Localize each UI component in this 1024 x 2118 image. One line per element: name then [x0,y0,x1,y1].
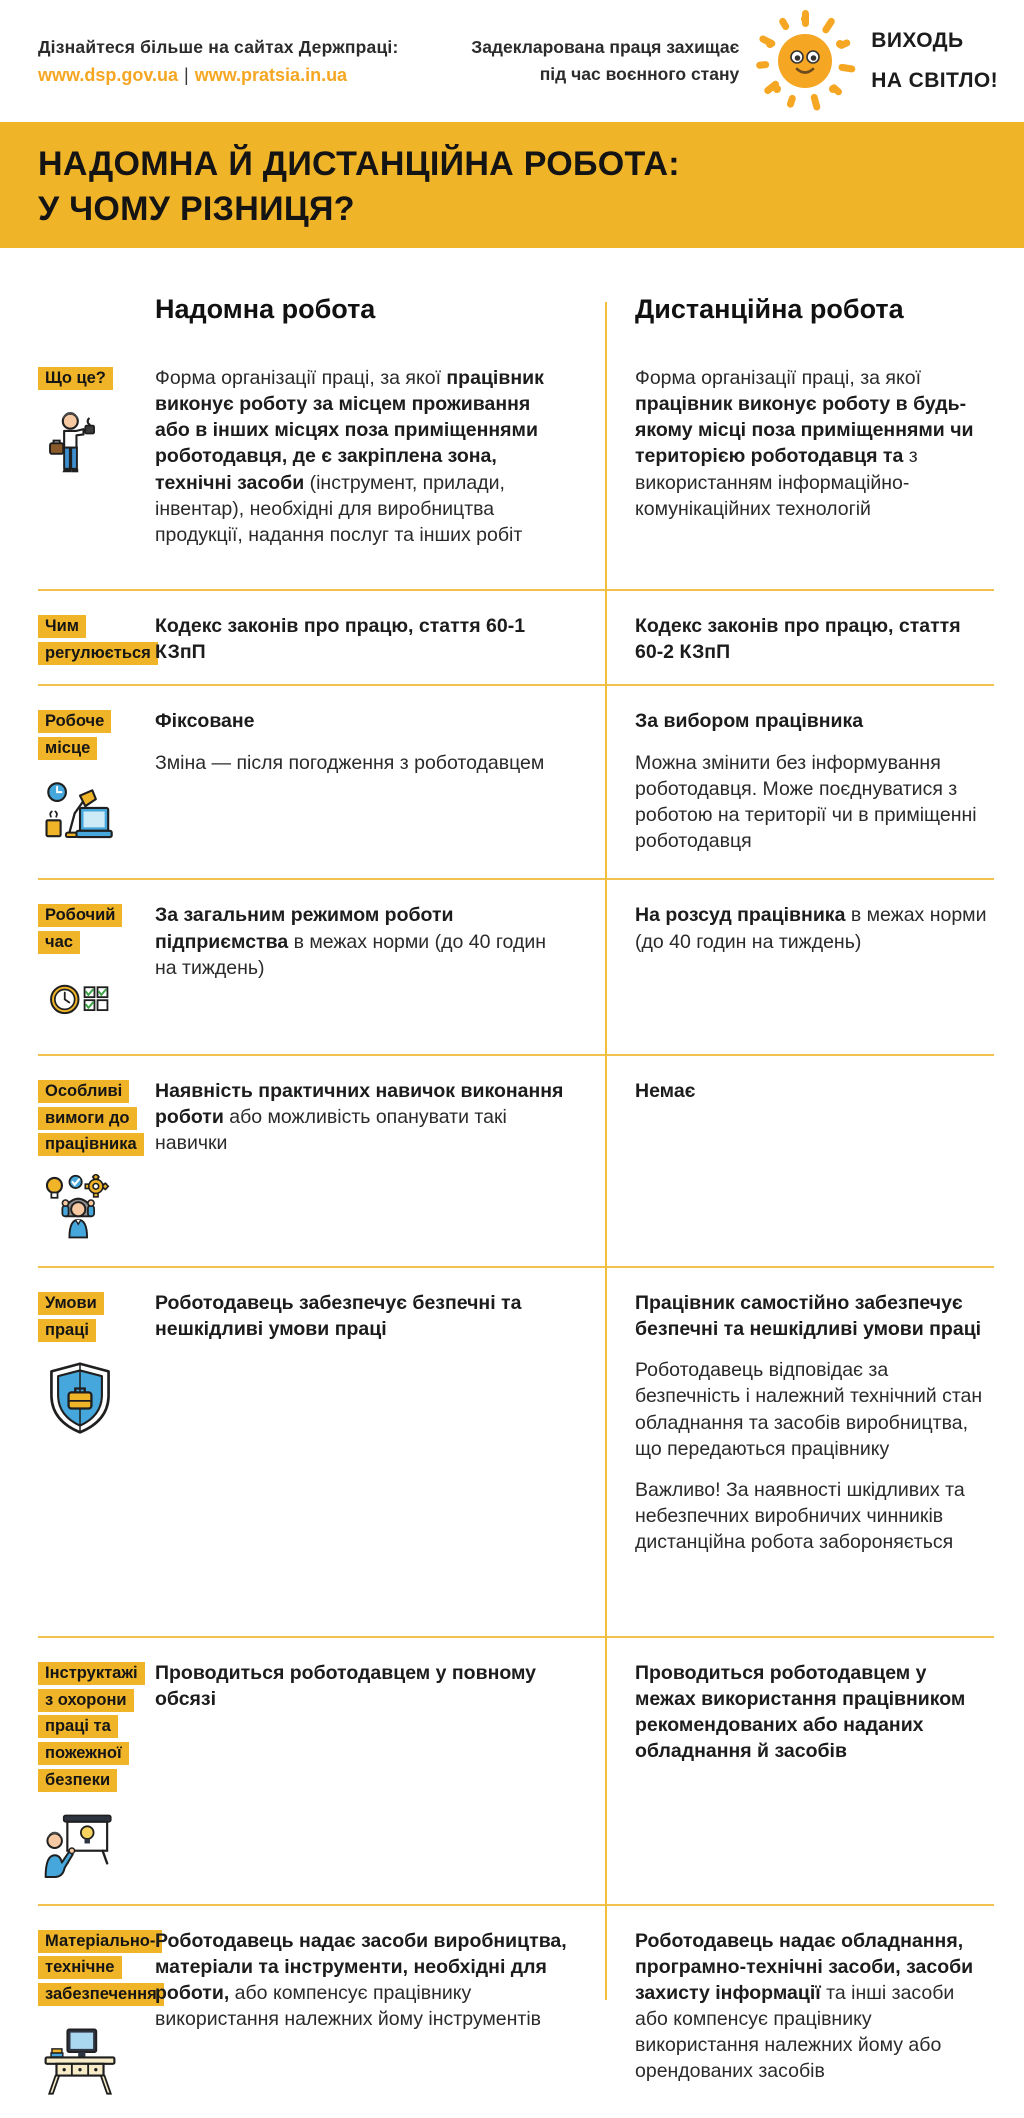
row-label: Особливі вимоги до працівника [38,1080,144,1156]
cell-paragraph: Форма організації праці, за якої працівник виконує роботу за місцем проживання або в інших місцях поза приміщеннями роботодавця, де є закріплена зона, технічні засоби (інструмент, прилади, інвентар), необхідні для виробництва продукції, надання послуг та інших робіт [155,367,544,546]
row-label: Матеріально-технічне забезпечення [38,1930,164,2006]
table-row [38,1638,994,1906]
shield-briefcase-icon [38,1359,122,1439]
home-work-cell [155,365,607,571]
remote-work-cell [607,1290,994,1618]
table-row [38,591,994,686]
home-work-cell [155,1660,607,1886]
home-work-cell [155,1290,607,1618]
cell-paragraph: Фіксоване [155,710,255,733]
home-work-cell [155,708,607,860]
cell-paragraph: Кодекс законів про працю, стаття 60-2 КЗпП [635,615,961,664]
table-row [38,880,994,1055]
remote-work-cell [607,1928,994,2100]
row-label: Інструктажі з охорони праці та пожежної безпеки [38,1662,145,1792]
home-work-cell [155,613,607,666]
remote-work-cell [607,708,994,860]
instructor-presentation-icon [38,1810,122,1886]
workspace-desk-icon [38,778,122,852]
page-title-line-2: У ЧОМУ РІЗНИЦЯ? [38,189,355,228]
link-separator: | [184,64,189,85]
cell-paragraph: Немає [635,1079,696,1102]
row-label-cell [38,1660,155,1886]
row-label-cell [38,708,155,860]
campaign-name [871,21,998,101]
cell-paragraph: Роботодавець відповідає за безпечність і належний технічний стан обладнання та засобів виробництва, що передаються працівнику [635,1359,983,1460]
table-row [38,686,994,880]
row-label: Що це? [38,367,113,390]
sites-info [38,37,399,86]
cell-paragraph: Роботодавець надає засоби виробництва, матеріали та інструменти, необхідні для роботи, або компенсує працівнику використання належних йому інструментів [155,1929,567,2030]
cell-paragraph: На розсуд працівника в межах норми (до 40 годин на тиждень) [635,904,987,953]
remote-work-cell [607,902,994,1035]
comparison-table [0,343,1024,2118]
remote-work-cell [607,1078,994,1248]
page-title-line-1: НАДОМНА Й ДИСТАНЦІЙНА РОБОТА: [38,145,680,183]
cell-paragraph: Роботодавець надає обладнання, програмно-технічні засоби, засоби захисту інформації та інші засоби або компенсує працівнику використання належних йому або орендованих засобів [635,1929,974,2083]
page-header [0,0,1024,122]
cell-paragraph: Форма організації праці, за якої працівник виконує роботу в будь-якому місці поза приміщеннями чи територією роботодавця та з використанням інформаційно-комунікаційних технологій [635,367,974,520]
link-pratsia-in-ua[interactable]: www.pratsia.in.ua [194,64,348,85]
sites-info-label: Дізнайтеся більше на сайтах Держпраці: [38,36,399,57]
table-row [38,1056,994,1268]
slogan-line-2: під час воєнного стану [539,64,740,84]
home-work-cell [155,1928,607,2100]
home-work-cell [155,1078,607,1248]
worker-with-briefcase-icon [38,408,122,482]
link-dsp-gov-ua[interactable]: www.dsp.gov.ua [38,64,179,85]
cell-paragraph: Можна змінити без інформування роботодавця. Може поєднуватися з роботою на території чи в приміщенні роботодавця [635,751,977,852]
row-label-cell [38,1078,155,1248]
page-title [38,142,986,232]
row-label: Чим регулюється [38,615,158,665]
column-title-remote-work: Дистанційна робота [635,294,904,324]
cell-paragraph: Проводиться роботодавцем у межах використання працівником рекомендованих або наданих обладнання й засобів [635,1662,966,1763]
campaign-name-line-1: ВИХОДЬ [871,29,964,53]
remote-work-cell [607,1660,994,1886]
remote-work-cell [607,365,994,571]
cell-paragraph: Роботодавець забезпечує безпечні та нешкідливі умови праці [155,1292,522,1341]
sun-mascot-icon [753,9,857,113]
row-label-cell [38,902,155,1035]
cell-paragraph: Кодекс законів про працю, стаття 60-1 КЗпП [155,615,526,664]
campaign-name-line-2: НА СВІТЛО! [871,69,998,92]
cell-paragraph: Проводиться роботодавцем у повному обсязі [155,1662,537,1711]
cell-paragraph: Працівник самостійно забезпечує безпечні та нешкідливі умови праці [635,1292,982,1341]
home-work-cell [155,902,607,1035]
row-label-cell [38,1290,155,1618]
cell-paragraph: Зміна — після погодження з роботодавцем [155,751,545,774]
campaign-slogan [471,34,739,88]
table-row [38,343,994,591]
table-row [38,1268,994,1638]
computer-desk-icon [38,2024,122,2100]
column-headers [38,248,994,343]
column-title-home-work: Надомна робота [155,294,376,324]
skilled-worker-icon [38,1174,122,1248]
column-divider [605,302,607,2000]
cell-paragraph: Важливо! За наявності шкідливих та небезпечних виробничих чинників дистанційна робота забороняється [635,1478,965,1554]
slogan-line-1: Задекларована праця захищає [471,36,740,57]
row-label: Робоче місце [38,710,111,760]
cell-paragraph: За загальним режимом роботи підприємства в межах норми (до 40 годин на тиждень) [155,904,547,979]
cell-paragraph: Наявність практичних навичок виконання роботи або можливість опанувати такі навички [155,1079,564,1155]
title-band [0,122,1024,248]
row-label: Умови праці [38,1292,104,1342]
remote-work-cell [607,613,994,666]
row-label-cell [38,613,155,666]
row-label-cell [38,1928,155,2100]
row-label-cell [38,365,155,571]
comparison-content [0,248,1024,2118]
row-label: Робочий час [38,904,122,954]
cell-paragraph: За вибором працівника [635,710,864,733]
table-row [38,1906,994,2118]
clock-checklist-icon [38,972,122,1036]
